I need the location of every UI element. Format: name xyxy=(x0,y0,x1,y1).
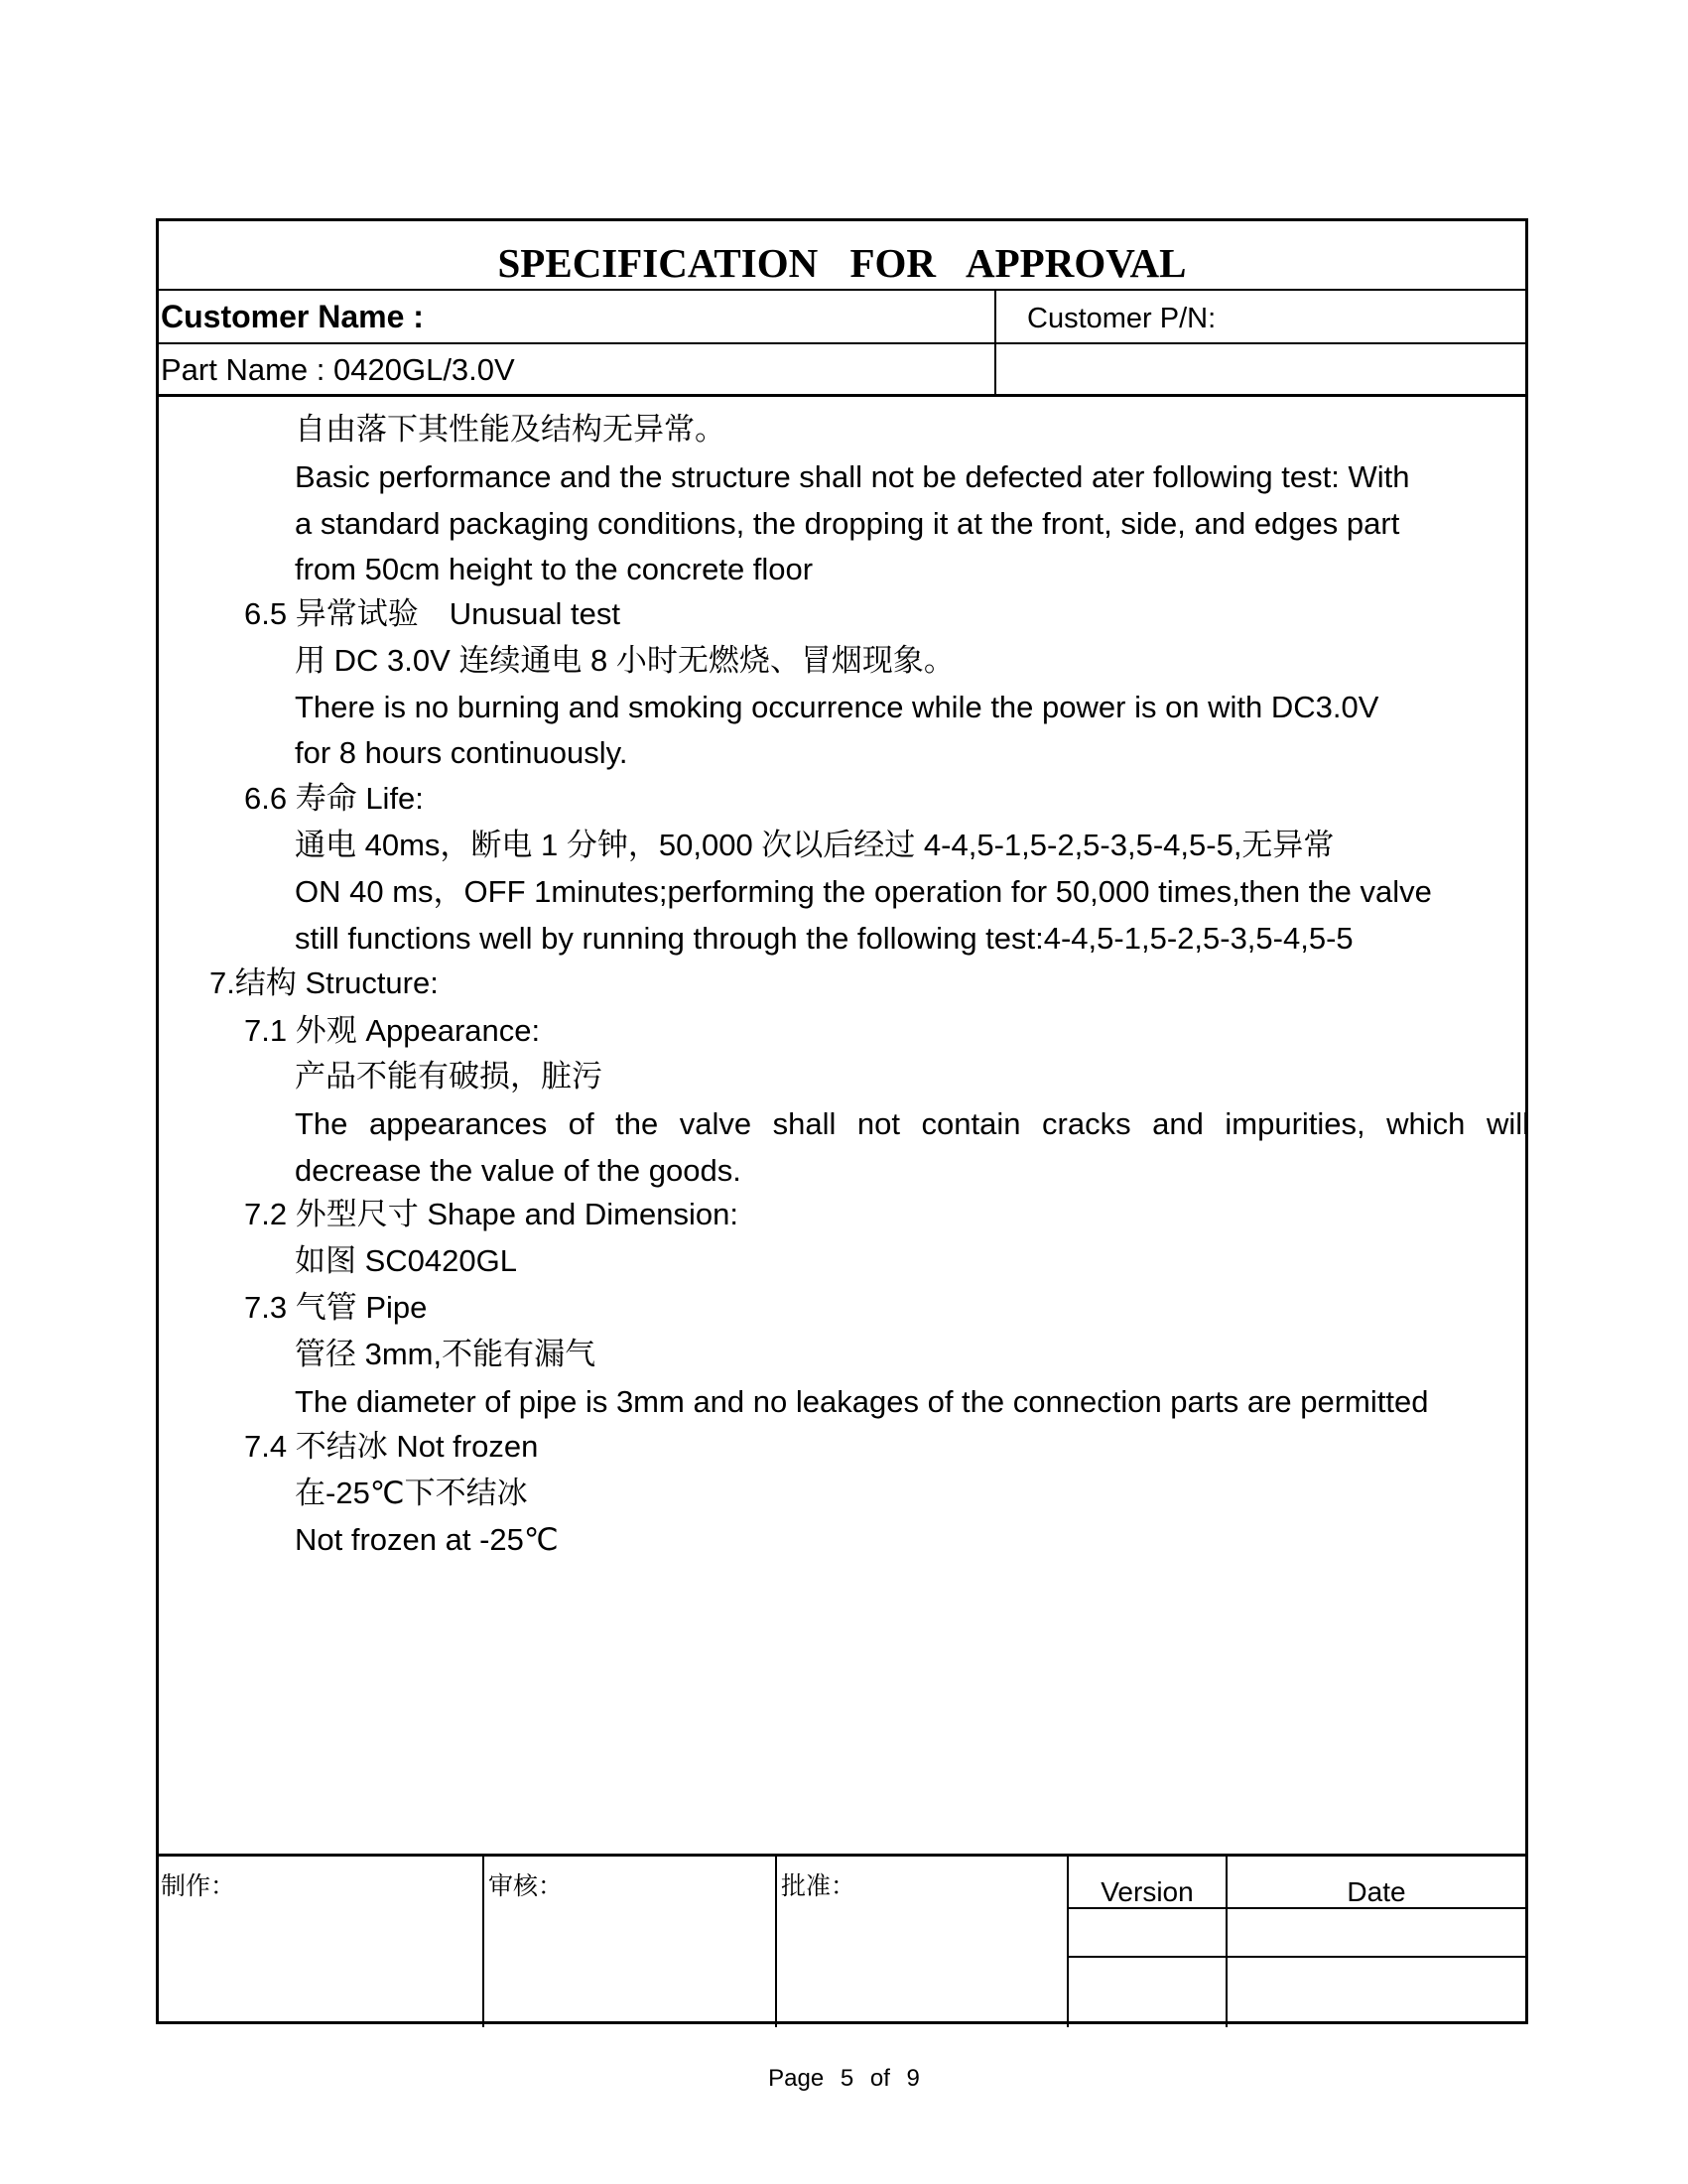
text-line: The diameter of pipe is 3mm and no leakages of the connection parts are permitted xyxy=(295,1384,1429,1419)
text-line: still functions well by running through the following test:4-4,5-1,5-2,5-3,5-4,5-5 xyxy=(295,921,1354,956)
footer-divider xyxy=(775,1857,777,2027)
text-line: 通电 40ms，断电 1 分钟，50,000 次以后经过 4-4,5-1,5-2,5-3,5-4,5-5,无异常 xyxy=(295,828,1335,862)
text-line: 自由落下其性能及结构无异常。 xyxy=(295,412,725,447)
text-line: from 50cm height to the concrete floor xyxy=(295,552,814,586)
text-line: 产品不能有破损，脏污 xyxy=(295,1059,602,1093)
text-line: decrease the value of the goods. xyxy=(295,1153,741,1188)
text-line: a standard packaging conditions, the dropping it at the front, side, and edges part xyxy=(295,506,1400,541)
text-line: 用 DC 3.0V 连续通电 8 小时无燃烧、冒烟现象。 xyxy=(295,643,955,678)
text-line: There is no burning and smoking occurrence while the power is on with DC3.0V xyxy=(295,690,1379,724)
part-name: Part Name : 0420GL/3.0V xyxy=(161,352,515,387)
text-line: Not frozen at -25℃ xyxy=(295,1522,559,1557)
section-7-1-heading: 7.1 外观 Appearance: xyxy=(244,1013,541,1048)
section-7-3-heading: 7.3 气管 Pipe xyxy=(244,1290,428,1325)
text-line: 管径 3mm,不能有漏气 xyxy=(295,1337,596,1371)
text-line: The appearances of the valve shall not contain cracks and impurities, which will xyxy=(295,1106,1529,1141)
section-7-4-heading: 7.4 不结冰 Not frozen xyxy=(244,1429,539,1464)
text-line: Basic performance and the structure shall not be defected ater following test: With xyxy=(295,459,1410,494)
customer-name-label: Customer Name : xyxy=(161,299,424,334)
text-line: 如图 SC0420GL xyxy=(295,1243,517,1278)
text-line: 在-25℃下不结冰 xyxy=(295,1476,528,1510)
header-divider xyxy=(994,289,996,397)
version-header: Version xyxy=(1101,1876,1194,1907)
review-label: 审核： xyxy=(488,1871,564,1900)
section-6-5-heading: 6.5 异常试验 Unusual test xyxy=(244,596,621,631)
made-by-label: 制作： xyxy=(161,1871,236,1900)
section-7-2-heading: 7.2 外型尺寸 Shape and Dimension: xyxy=(244,1197,738,1231)
footer-divider xyxy=(482,1857,484,2027)
page-number: Page 5 of 9 xyxy=(768,2065,920,2092)
text-line: for 8 hours continuously. xyxy=(295,735,628,770)
section-7-heading: 7.结构 Structure: xyxy=(209,965,439,1000)
spec-sheet-frame xyxy=(156,218,1528,2024)
part-name-row xyxy=(159,344,1525,397)
footer-row-line xyxy=(1067,1956,1526,1958)
section-6-6-heading: 6.6 寿命 Life: xyxy=(244,781,424,816)
customer-row xyxy=(159,289,1525,344)
approve-label: 批准： xyxy=(781,1871,856,1900)
approval-footer xyxy=(159,1854,1525,2027)
text-line: ON 40 ms，OFF 1minutes;performing the operation for 50,000 times,then the valve xyxy=(295,874,1432,909)
date-header: Date xyxy=(1347,1876,1406,1907)
customer-pn-label: Customer P/N: xyxy=(1027,303,1217,334)
document-title: SPECIFICATION FOR APPROVAL xyxy=(159,221,1525,291)
